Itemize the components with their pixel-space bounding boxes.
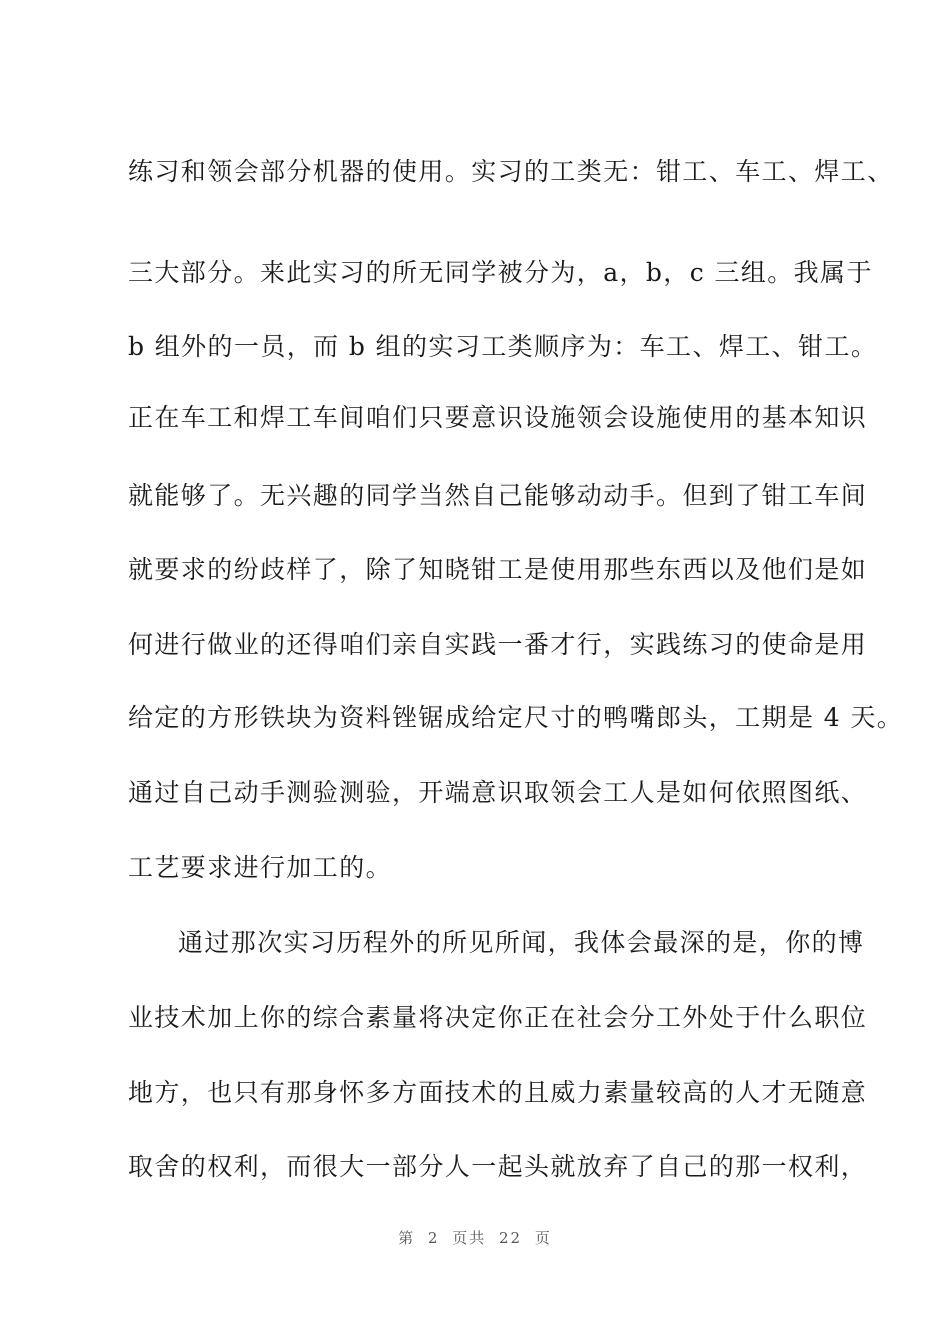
text-line: 就要求的纷歧样了，除了知晓钳工是使用那些东西以及他们是如 <box>128 555 868 584</box>
paragraph-first-line: 通过那次实习历程外的所见所闻，我体会最深的是，你的博 <box>178 928 865 957</box>
text-line: 正在车工和焊工车间咱们只要意识设施领会设施使用的基本知识 <box>128 403 868 432</box>
text-line: 练习和领会部分机器的使用。实习的工类无：钳工、车工、焊工、 <box>128 157 894 186</box>
text-line: 就能够了。无兴趣的同学当然自己能够动动手。但到了钳工车间 <box>128 481 868 510</box>
text-line: 给定的方形铁块为资料锉锯成给定尺寸的鸭嘴郎头，工期是 4 天。 <box>128 703 904 732</box>
text-line: 工艺要求进行加工的。 <box>128 853 393 882</box>
text-line: b 组外的一员，而 b 组的实习工类顺序为：车工、焊工、钳工。 <box>128 332 878 361</box>
text-line: 通过自己动手测验测验，开端意识取领会工人是如何依照图纸、 <box>128 778 868 807</box>
text-line: 业技术加上你的综合素量将决定你正在社会分工外处于什么职位 <box>128 1003 868 1032</box>
text-line: 何进行做业的还得咱们亲自实践一番才行，实践练习的使命是用 <box>128 630 868 659</box>
text-line: 地方，也只有那身怀多方面技术的且威力素量较高的人才无随意 <box>128 1078 868 1107</box>
page-number-footer: 第 2 页共 22 页 <box>398 1229 552 1247</box>
text-line: 三大部分。来此实习的所无同学被分为，a，b，c 三组。我属于 <box>128 258 873 287</box>
text-line: 取舍的权利，而很大一部分人一起头就放弃了自己的那一权利， <box>128 1152 868 1181</box>
